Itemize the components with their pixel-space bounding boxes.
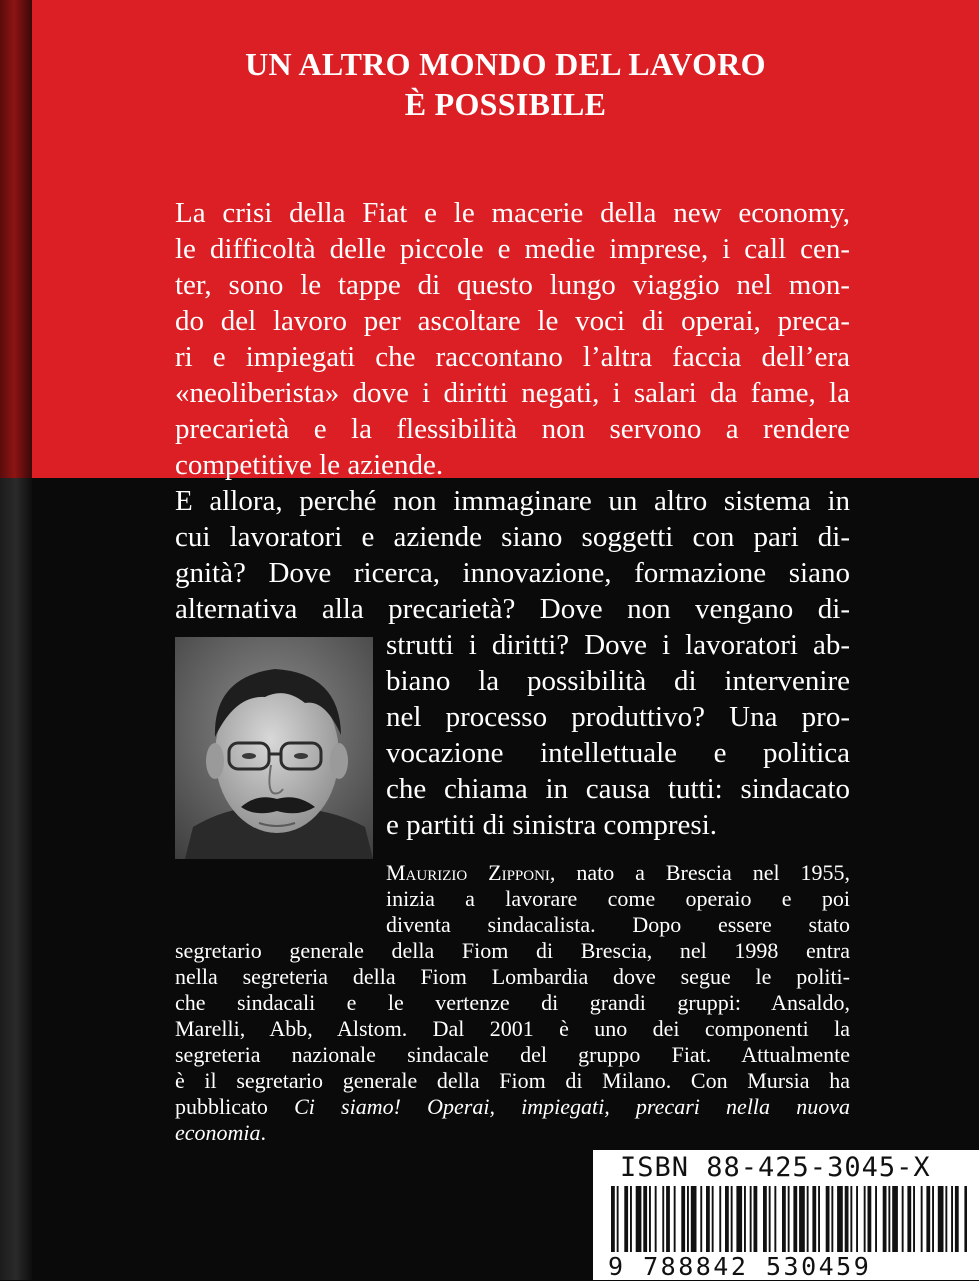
barcode-bar <box>807 1186 809 1252</box>
bio-line: segreteria nazionale sindacale del gruppo Fiat. Attualmente <box>175 1042 850 1067</box>
barcode-bar <box>674 1186 676 1252</box>
bio-line: pubblicato Ci siamo! Operai, impiegati, precari nella nuova <box>175 1094 850 1119</box>
barcode-bar <box>955 1186 959 1252</box>
author-photo <box>175 637 373 859</box>
book-spine-lower <box>0 478 32 1280</box>
blurb-line: La crisi della Fiat e le macerie della new economy, <box>175 197 850 229</box>
barcode-bar <box>888 1186 890 1252</box>
barcode-bar <box>617 1186 619 1252</box>
barcode-bar <box>655 1186 657 1252</box>
barcode-bar <box>850 1186 852 1252</box>
barcode-bar <box>719 1186 721 1252</box>
blurb-line: E allora, perché non immaginare un altro sistema in <box>175 485 850 517</box>
barcode-bar <box>782 1186 786 1252</box>
barcode-bar <box>754 1186 758 1252</box>
book-title: Ci siamo! Operai, impiegati, precari nella nuova <box>294 1094 850 1119</box>
blurb-line: nel processo produttivo? Una pro- <box>386 701 850 733</box>
blurb-line: «neoliberista» dove i diritti negati, i salari da fame, la <box>175 377 850 409</box>
barcode-bar <box>662 1186 664 1252</box>
blurb-line: le difficoltà delle piccole e medie imprese, i call cen- <box>175 233 850 265</box>
blurb-line: e partiti di sinistra compresi. <box>386 809 718 841</box>
bio-line: che sindacali e le vertenze di grandi gruppi: Ansaldo, <box>175 990 850 1015</box>
bio-line: Maurizio Zipponi, nato a Brescia nel 1955, <box>386 860 850 885</box>
bio-line: economia. <box>175 1120 267 1145</box>
bio-line: Marelli, Abb, Alstom. Dal 2001 è uno dei componenti la <box>175 1016 850 1041</box>
barcode <box>611 1186 967 1252</box>
isbn-number: ISBN 88-425-3045-X <box>620 1152 931 1183</box>
barcode-bar <box>875 1186 877 1252</box>
blurb-line: ter, sono le tappe di questo lungo viaggio nel mon- <box>175 269 850 301</box>
barcode-bar <box>951 1186 953 1252</box>
blurb-line: precarietà e la flessibilità non servono a rendere <box>175 413 850 445</box>
barcode-bar <box>788 1186 790 1252</box>
barcode-bar <box>611 1186 615 1252</box>
bio-line: inizia a lavorare come operaio e poi <box>386 886 850 911</box>
bio-line: nella segreteria della Fiom Lombardia dove segue le politi- <box>175 964 850 989</box>
barcode-bar <box>913 1186 915 1252</box>
barcode-bar <box>681 1186 685 1252</box>
barcode-bar <box>812 1186 816 1252</box>
barcode-bar <box>907 1186 911 1252</box>
barcode-bar <box>902 1186 904 1252</box>
barcode-bar <box>744 1186 746 1252</box>
blurb-line: ri e impiegati che raccontano l’altra faccia dell’era <box>175 341 850 373</box>
bio-line: è il segretario generale della Fiom di Milano. Con Mursia ha <box>175 1068 850 1093</box>
author-name: Maurizio Zipponi <box>386 860 550 885</box>
barcode-bar <box>818 1186 820 1252</box>
blurb-line: biano la possibilità di intervenire <box>386 665 850 697</box>
blurb-line: gnità? Dove ricerca, innovazione, formazione siano <box>175 557 850 589</box>
barcode-bar <box>736 1186 742 1252</box>
barcode-bar <box>725 1186 729 1252</box>
barcode-bar <box>837 1186 843 1252</box>
barcode-bar <box>868 1186 872 1252</box>
barcode-bar <box>964 1186 967 1252</box>
title-line-2: È POSSIBILE <box>404 86 607 122</box>
barcode-bar <box>769 1186 771 1252</box>
barcode-bar <box>624 1186 628 1252</box>
barcode-bar <box>643 1186 647 1252</box>
barcode-bar <box>691 1186 697 1252</box>
blurb-line: competitive le aziende. <box>175 449 444 481</box>
barcode-bar <box>666 1186 670 1252</box>
barcode-bar <box>750 1186 752 1252</box>
barcode-bar <box>945 1186 947 1252</box>
barcode-bar <box>883 1186 887 1252</box>
bio-line: segretario generale della Fiom di Brescia, nel 1998 entra <box>175 938 850 963</box>
barcode-bar <box>932 1186 934 1252</box>
book-title-end: economia <box>175 1120 261 1145</box>
barcode-bar <box>799 1186 805 1252</box>
barcode-bar <box>921 1186 923 1252</box>
blurb-line: do del lavoro per ascoltare le voci di operai, preca- <box>175 305 850 337</box>
title-line-1: UN ALTRO MONDO DEL LAVORO <box>245 46 766 82</box>
barcode-bar <box>636 1186 642 1252</box>
blurb-line: strutti i diritti? Dove i lavoratori ab- <box>386 629 850 661</box>
barcode-bar <box>630 1186 632 1252</box>
barcode-bar <box>856 1186 858 1252</box>
barcode-bar <box>649 1186 651 1252</box>
barcode-bar <box>712 1186 714 1252</box>
barcode-bar <box>926 1186 930 1252</box>
barcode-bar <box>687 1186 689 1252</box>
blurb-line: alternativa alla precarietà? Dove non vengano di- <box>175 593 850 625</box>
blurb-line: vocazione intellettuale e politica <box>386 737 850 769</box>
barcode-bar <box>706 1186 710 1252</box>
barcode-bar <box>700 1186 702 1252</box>
ean-number: 9 788842 530459 <box>608 1252 872 1281</box>
barcode-bar <box>793 1186 797 1252</box>
barcode-bar <box>774 1186 776 1252</box>
barcode-bar <box>731 1186 733 1252</box>
barcode-bar <box>864 1186 866 1252</box>
barcode-bar <box>831 1186 833 1252</box>
bio-line: diventa sindacalista. Dopo essere stato <box>386 912 850 937</box>
barcode-bar <box>763 1186 767 1252</box>
barcode-bar <box>892 1186 898 1252</box>
blurb-line: cui lavoratori e aziende siano soggetti con pari di- <box>175 521 850 553</box>
barcode-bar <box>845 1186 849 1252</box>
barcode-bar <box>938 1186 944 1252</box>
blurb-line: che chiama in causa tutti: sindacato <box>386 773 850 805</box>
barcode-bar <box>826 1186 830 1252</box>
